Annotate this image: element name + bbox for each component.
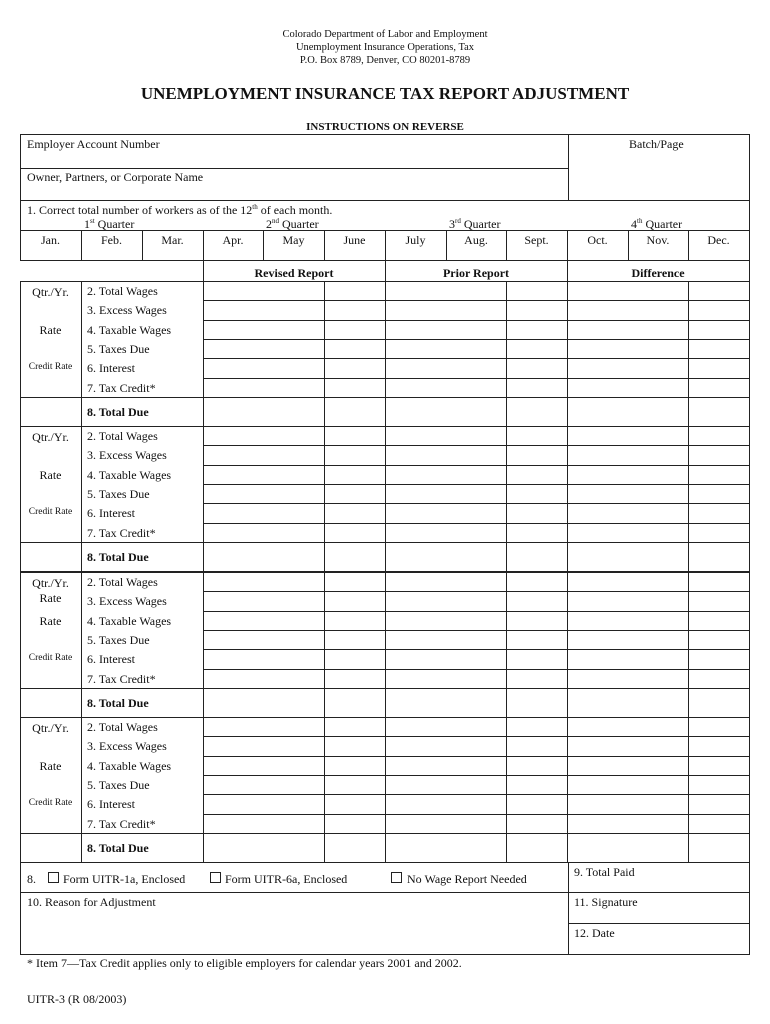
agency-division: Unemployment Insurance Operations, Tax [295, 42, 475, 53]
amount-cell[interactable] [325, 427, 384, 444]
line-item-label: 7. Tax Credit* [87, 672, 156, 686]
total-due-cell[interactable] [507, 543, 566, 570]
block-left-label: Rate [39, 591, 62, 605]
line-item-label: 5. Taxes Due [87, 487, 150, 501]
amount-cell[interactable] [204, 815, 323, 832]
line-item-label: 7. Tax Credit* [87, 381, 156, 395]
total-due-cell[interactable] [204, 834, 323, 861]
amount-cell[interactable] [386, 650, 505, 667]
line-item-label: 2. Total Wages [87, 575, 158, 589]
month-count-field[interactable] [568, 247, 627, 259]
amount-cell[interactable] [568, 427, 687, 444]
total-due-cell[interactable] [386, 543, 505, 570]
amount-cell[interactable] [386, 359, 505, 376]
revised-report-header: Revised Report [254, 266, 334, 280]
amount-cell[interactable] [204, 612, 323, 629]
uitr-6a-checkbox[interactable] [210, 872, 221, 883]
amount-cell[interactable] [386, 446, 505, 463]
amount-cell[interactable] [325, 301, 384, 318]
amount-cell[interactable] [568, 776, 687, 793]
amount-cell[interactable] [507, 524, 566, 541]
amount-cell[interactable] [204, 282, 323, 299]
month-count-field[interactable] [82, 247, 141, 259]
amount-cell[interactable] [325, 592, 384, 609]
line-item-label: 2. Total Wages [87, 284, 158, 298]
amount-cell[interactable] [386, 612, 505, 629]
month-label: June [343, 233, 366, 247]
amount-cell[interactable] [204, 466, 323, 483]
amount-cell[interactable] [568, 282, 687, 299]
amount-cell[interactable] [507, 592, 566, 609]
amount-cell[interactable] [568, 573, 687, 590]
amount-cell[interactable] [568, 650, 687, 667]
line-item-label: 3. Excess Wages [87, 739, 167, 753]
amount-cell[interactable] [204, 650, 323, 667]
amount-cell[interactable] [568, 718, 687, 735]
month-count-field[interactable] [629, 247, 687, 259]
total-due-cell[interactable] [325, 398, 384, 425]
block-left-label: Credit Rate [28, 653, 73, 663]
line-item-label: 6. Interest [87, 506, 135, 520]
form-title: UNEMPLOYMENT INSURANCE TAX REPORT ADJUSTMENT [140, 84, 630, 103]
amount-cell[interactable] [204, 718, 323, 735]
amount-cell[interactable] [507, 718, 566, 735]
total-due-cell[interactable] [325, 689, 384, 716]
amount-cell[interactable] [568, 321, 687, 338]
line-item-label: 4. Taxable Wages [87, 759, 172, 773]
month-label: May [282, 233, 305, 247]
amount-cell[interactable] [689, 718, 748, 735]
amount-cell[interactable] [507, 612, 566, 629]
amount-cell[interactable] [386, 757, 505, 774]
amount-cell[interactable] [386, 524, 505, 541]
amount-cell[interactable] [204, 592, 323, 609]
amount-cell[interactable] [568, 737, 687, 754]
amount-cell[interactable] [689, 446, 748, 463]
amount-cell[interactable] [325, 815, 384, 832]
total-due-cell[interactable] [689, 834, 748, 861]
amount-cell[interactable] [325, 670, 384, 687]
amount-cell[interactable] [325, 359, 384, 376]
amount-cell[interactable] [386, 718, 505, 735]
amount-cell[interactable] [568, 379, 687, 396]
amount-cell[interactable] [325, 466, 384, 483]
line-item-label: 7. Tax Credit* [87, 817, 156, 831]
total-due-label: 8. Total Due [87, 550, 149, 564]
employer-account-field[interactable] [21, 150, 567, 167]
prior-report-header: Prior Report [442, 266, 510, 280]
line-item-label: 5. Taxes Due [87, 778, 150, 792]
amount-cell[interactable] [568, 359, 687, 376]
amount-cell[interactable] [386, 282, 505, 299]
amount-cell[interactable] [507, 427, 566, 444]
amount-cell[interactable] [386, 340, 505, 357]
amount-cell[interactable] [325, 282, 384, 299]
agency-name: Colorado Department of Labor and Employment [282, 29, 488, 40]
date-field[interactable] [569, 940, 749, 953]
total-due-label: 8. Total Due [87, 841, 149, 855]
amount-cell[interactable] [386, 737, 505, 754]
amount-cell[interactable] [325, 757, 384, 774]
amount-cell[interactable] [689, 466, 748, 483]
total-due-cell[interactable] [386, 398, 505, 425]
amount-cell[interactable] [568, 485, 687, 502]
block-left-label: Credit Rate [28, 507, 73, 517]
total-due-cell[interactable] [325, 543, 384, 570]
amount-cell[interactable] [386, 379, 505, 396]
amount-cell[interactable] [507, 466, 566, 483]
amount-cell[interactable] [386, 301, 505, 318]
amount-cell[interactable] [507, 321, 566, 338]
amount-cell[interactable] [386, 504, 505, 521]
total-due-cell[interactable] [689, 398, 748, 425]
quarter-3-label: 3rd Quarter [449, 217, 501, 231]
month-count-field[interactable] [386, 247, 445, 259]
amount-cell[interactable] [689, 650, 748, 667]
total-due-label: 8. Total Due [87, 696, 149, 710]
amount-cell[interactable] [689, 737, 748, 754]
line-item-label: 6. Interest [87, 652, 135, 666]
date-label: 12. Date [574, 926, 615, 940]
amount-cell[interactable] [325, 631, 384, 648]
amount-cell[interactable] [689, 573, 748, 590]
amount-cell[interactable] [204, 485, 323, 502]
amount-cell[interactable] [507, 282, 566, 299]
item-8-label: 8. [27, 872, 36, 886]
amount-cell[interactable] [568, 446, 687, 463]
line-item-label: 3. Excess Wages [87, 594, 167, 608]
amount-cell[interactable] [507, 815, 566, 832]
amount-cell[interactable] [325, 504, 384, 521]
amount-cell[interactable] [204, 737, 323, 754]
amount-cell[interactable] [386, 321, 505, 338]
total-due-cell[interactable] [689, 689, 748, 716]
quarter-2-label: 2nd Quarter [266, 217, 319, 231]
amount-cell[interactable] [568, 670, 687, 687]
amount-cell[interactable] [689, 631, 748, 648]
amount-cell[interactable] [507, 737, 566, 754]
amount-cell[interactable] [386, 485, 505, 502]
amount-cell[interactable] [204, 301, 323, 318]
agency-address: P.O. Box 8789, Denver, CO 80201-8789 [299, 55, 471, 66]
amount-cell[interactable] [204, 340, 323, 357]
total-due-cell[interactable] [386, 834, 505, 861]
total-due-cell[interactable] [386, 689, 505, 716]
amount-cell[interactable] [386, 795, 505, 812]
amount-cell[interactable] [204, 446, 323, 463]
owner-name-field[interactable] [21, 184, 567, 199]
amount-cell[interactable] [325, 776, 384, 793]
total-due-cell[interactable] [568, 398, 687, 425]
amount-cell[interactable] [386, 776, 505, 793]
form-id: UITR-3 (R 08/2003) [27, 992, 127, 1006]
total-due-cell[interactable] [689, 543, 748, 570]
amount-cell[interactable] [325, 485, 384, 502]
amount-cell[interactable] [568, 340, 687, 357]
reason-field[interactable] [21, 910, 567, 953]
amount-cell[interactable] [325, 340, 384, 357]
line-item-label: 7. Tax Credit* [87, 526, 156, 540]
amount-cell[interactable] [204, 670, 323, 687]
amount-cell[interactable] [689, 359, 748, 376]
amount-cell[interactable] [204, 573, 323, 590]
amount-cell[interactable] [689, 379, 748, 396]
uitr-1a-checkbox[interactable] [48, 872, 59, 883]
total-due-cell[interactable] [568, 834, 687, 861]
amount-cell[interactable] [689, 301, 748, 318]
amount-cell[interactable] [689, 815, 748, 832]
line-item-label: 3. Excess Wages [87, 448, 167, 462]
amount-cell[interactable] [386, 573, 505, 590]
amount-cell[interactable] [204, 379, 323, 396]
amount-cell[interactable] [507, 573, 566, 590]
month-count-field[interactable] [325, 247, 384, 259]
difference-header: Difference [631, 266, 685, 280]
amount-cell[interactable] [507, 485, 566, 502]
total-due-cell[interactable] [507, 689, 566, 716]
amount-cell[interactable] [568, 815, 687, 832]
amount-cell[interactable] [507, 776, 566, 793]
amount-cell[interactable] [204, 631, 323, 648]
amount-cell[interactable] [325, 379, 384, 396]
line-item-label: 5. Taxes Due [87, 342, 150, 356]
owner-name-label: Owner, Partners, or Corporate Name [27, 170, 204, 184]
amount-cell[interactable] [507, 446, 566, 463]
line-item-label: 4. Taxable Wages [87, 614, 172, 628]
amount-cell[interactable] [507, 795, 566, 812]
amount-cell[interactable] [507, 359, 566, 376]
block-left-label: Qtr./Yr. [32, 285, 69, 299]
block-left-label: Credit Rate [28, 362, 73, 372]
amount-cell[interactable] [204, 524, 323, 541]
amount-cell[interactable] [325, 524, 384, 541]
amount-cell[interactable] [386, 466, 505, 483]
amount-cell[interactable] [568, 524, 687, 541]
amount-cell[interactable] [568, 612, 687, 629]
amount-cell[interactable] [689, 340, 748, 357]
line-item-label: 2. Total Wages [87, 429, 158, 443]
total-due-cell[interactable] [507, 398, 566, 425]
amount-cell[interactable] [204, 359, 323, 376]
amount-cell[interactable] [689, 795, 748, 812]
amount-cell[interactable] [204, 776, 323, 793]
amount-cell[interactable] [689, 282, 748, 299]
amount-cell[interactable] [325, 321, 384, 338]
amount-cell[interactable] [325, 446, 384, 463]
month-label: Apr. [222, 233, 244, 247]
reason-label: 10. Reason for Adjustment [27, 895, 156, 909]
total-due-cell[interactable] [204, 543, 323, 570]
month-count-field[interactable] [21, 247, 80, 259]
line-item-label: 5. Taxes Due [87, 633, 150, 647]
block-left-label: Rate [39, 759, 62, 773]
amount-cell[interactable] [204, 321, 323, 338]
amount-cell[interactable] [568, 757, 687, 774]
amount-cell[interactable] [325, 718, 384, 735]
amount-cell[interactable] [386, 815, 505, 832]
quarter-1-label: 1st Quarter [84, 217, 135, 231]
block-left-label: Rate [39, 323, 62, 337]
amount-cell[interactable] [325, 573, 384, 590]
block-left-label: Rate [39, 614, 62, 628]
month-count-field[interactable] [447, 247, 505, 259]
month-count-field[interactable] [689, 247, 748, 259]
batch-page-field[interactable] [569, 150, 749, 199]
month-count-field[interactable] [507, 247, 566, 259]
amount-cell[interactable] [568, 795, 687, 812]
amount-cell[interactable] [204, 504, 323, 521]
total-paid-label: 9. Total Paid [574, 865, 635, 879]
line-item-label: 2. Total Wages [87, 720, 158, 734]
block-left-label: Qtr./Yr. [32, 576, 69, 590]
no-wage-report-checkbox[interactable] [391, 872, 402, 883]
amount-cell[interactable] [568, 466, 687, 483]
amount-cell[interactable] [204, 427, 323, 444]
amount-cell[interactable] [507, 757, 566, 774]
employer-account-label: Employer Account Number [27, 137, 160, 151]
month-label: July [405, 233, 426, 247]
quarter-4-label: 4th Quarter [631, 217, 683, 231]
month-label: Dec. [707, 233, 730, 247]
total-paid-field[interactable] [569, 878, 749, 891]
line-item-label: 3. Excess Wages [87, 303, 167, 317]
amount-cell[interactable] [386, 427, 505, 444]
footnote: * Item 7—Tax Credit applies only to eligible employers for calendar years 2001 and 2002. [27, 956, 462, 970]
amount-cell[interactable] [325, 737, 384, 754]
amount-cell[interactable] [507, 301, 566, 318]
amount-cell[interactable] [689, 612, 748, 629]
amount-cell[interactable] [386, 670, 505, 687]
amount-cell[interactable] [689, 427, 748, 444]
uitr-6a-label: Form UITR-6a, Enclosed [225, 872, 348, 886]
amount-cell[interactable] [325, 650, 384, 667]
amount-cell[interactable] [568, 592, 687, 609]
line-item-label: 6. Interest [87, 361, 135, 375]
amount-cell[interactable] [568, 631, 687, 648]
amount-cell[interactable] [204, 757, 323, 774]
block-left-label: Qtr./Yr. [32, 430, 69, 444]
amount-cell[interactable] [689, 670, 748, 687]
total-due-cell[interactable] [325, 834, 384, 861]
line-item-label: 6. Interest [87, 797, 135, 811]
amount-cell[interactable] [325, 612, 384, 629]
amount-cell[interactable] [568, 301, 687, 318]
signature-field[interactable] [569, 909, 749, 922]
amount-cell[interactable] [507, 340, 566, 357]
month-count-field[interactable] [204, 247, 262, 259]
amount-cell[interactable] [689, 524, 748, 541]
month-label: Aug. [464, 233, 488, 247]
amount-cell[interactable] [689, 776, 748, 793]
amount-cell[interactable] [689, 757, 748, 774]
total-due-cell[interactable] [204, 398, 323, 425]
batch-page-label: Batch/Page [629, 137, 684, 151]
month-count-field[interactable] [264, 247, 323, 259]
total-due-label: 8. Total Due [87, 405, 149, 419]
total-due-cell[interactable] [568, 543, 687, 570]
total-due-cell[interactable] [568, 689, 687, 716]
month-label: Jan. [41, 233, 60, 247]
amount-cell[interactable] [507, 504, 566, 521]
amount-cell[interactable] [507, 670, 566, 687]
total-due-cell[interactable] [507, 834, 566, 861]
signature-label: 11. Signature [574, 895, 638, 909]
month-label: Mar. [161, 233, 184, 247]
month-label: Oct. [587, 233, 608, 247]
amount-cell[interactable] [689, 504, 748, 521]
amount-cell[interactable] [507, 650, 566, 667]
block-left-label: Credit Rate [28, 798, 73, 808]
amount-cell[interactable] [689, 485, 748, 502]
no-wage-report-label: No Wage Report Needed [407, 872, 527, 886]
workers-instruction: 1. Correct total number of workers as of the 12th of each month. [27, 203, 333, 217]
amount-cell[interactable] [507, 631, 566, 648]
block-left-label: Rate [39, 468, 62, 482]
amount-cell[interactable] [386, 631, 505, 648]
line-item-label: 4. Taxable Wages [87, 323, 172, 337]
total-due-cell[interactable] [204, 689, 323, 716]
uitr-1a-label: Form UITR-1a, Enclosed [63, 872, 186, 886]
line-item-label: 4. Taxable Wages [87, 468, 172, 482]
month-count-field[interactable] [143, 247, 202, 259]
amount-cell[interactable] [689, 321, 748, 338]
month-label: Feb. [101, 233, 122, 247]
month-label: Nov. [646, 233, 670, 247]
month-label: Sept. [524, 233, 549, 247]
amount-cell[interactable] [507, 379, 566, 396]
amount-cell[interactable] [325, 795, 384, 812]
amount-cell[interactable] [204, 795, 323, 812]
amount-cell[interactable] [386, 592, 505, 609]
block-left-label: Qtr./Yr. [32, 721, 69, 735]
instructions-note: INSTRUCTIONS ON REVERSE [306, 121, 464, 133]
amount-cell[interactable] [568, 504, 687, 521]
amount-cell[interactable] [689, 592, 748, 609]
